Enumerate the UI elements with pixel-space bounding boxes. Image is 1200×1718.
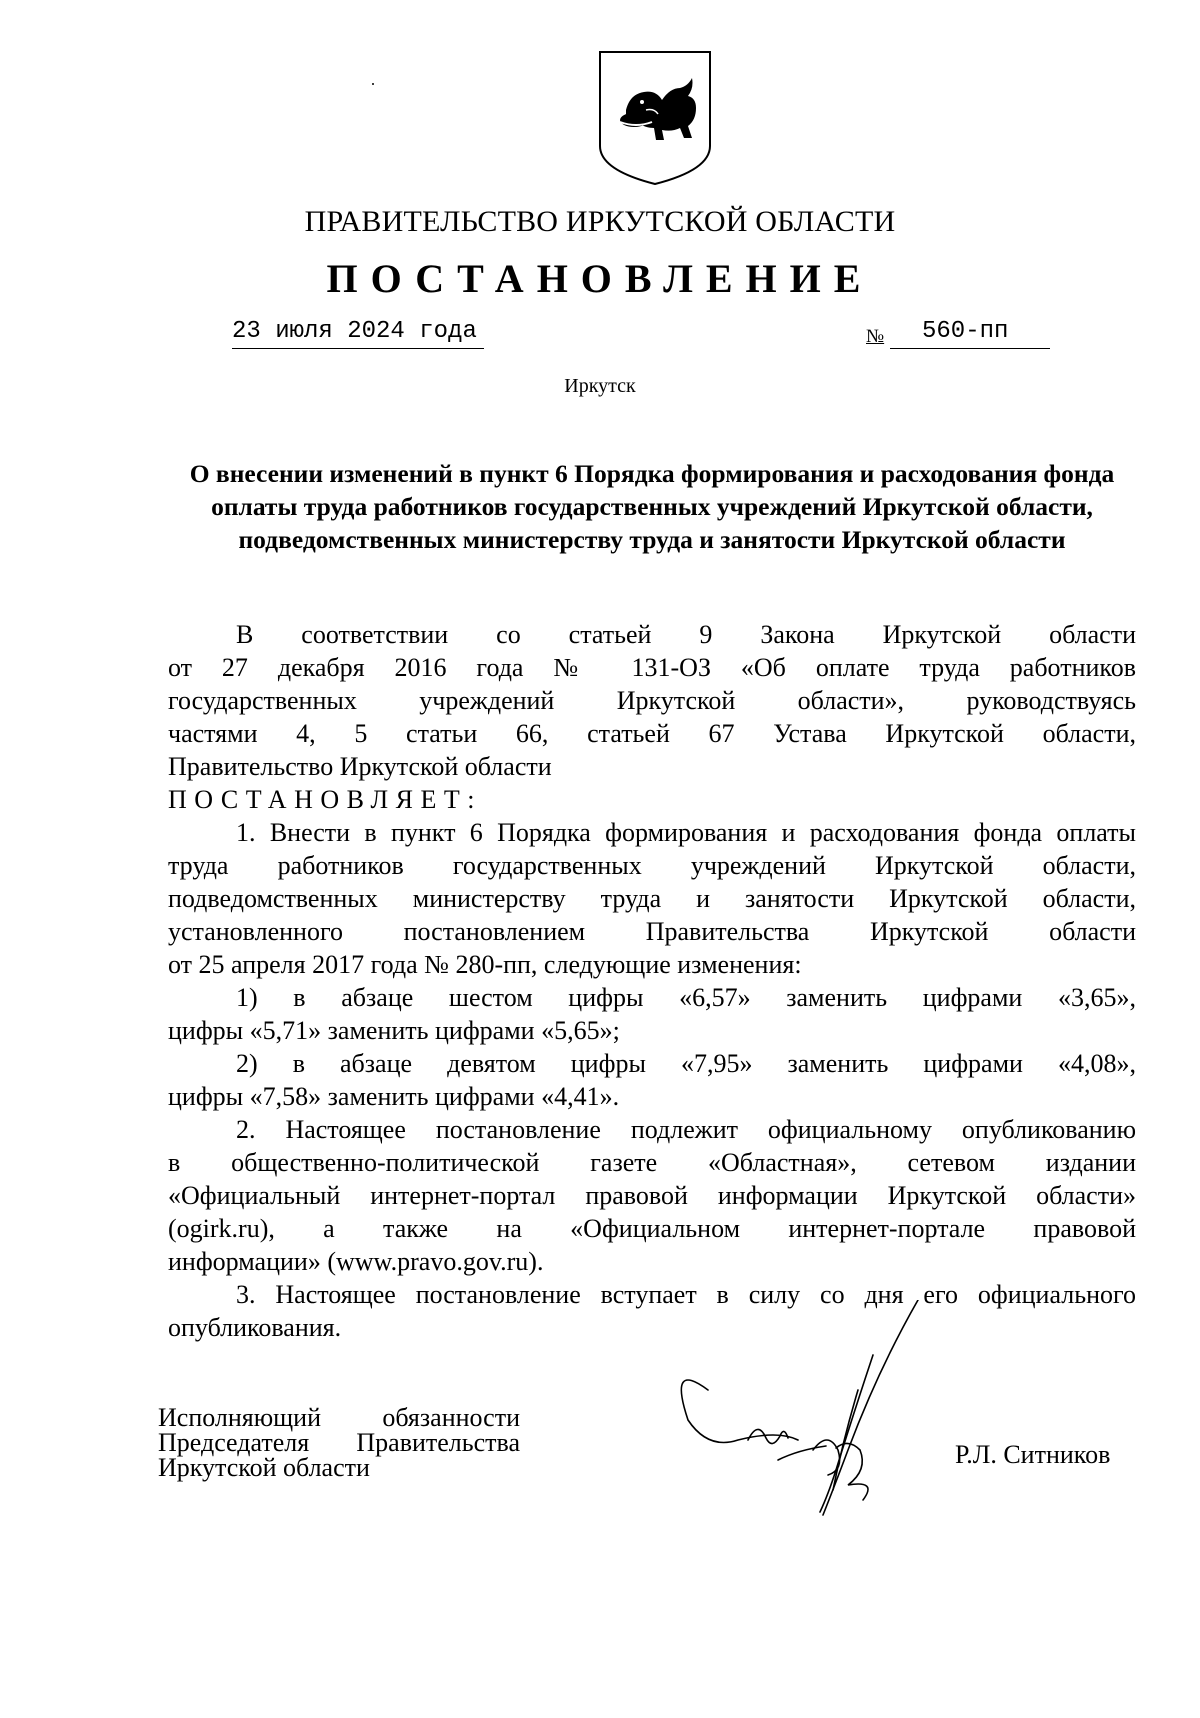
item-1-line: 1. Внести в пункт 6 Порядка формирования и расходования фонда оплаты	[236, 818, 1136, 847]
item-2-line: 2. Настоящее постановление подлежит официальному опубликованию	[236, 1115, 1136, 1144]
preamble-line: Правительство Иркутской области	[168, 752, 552, 781]
item-2-line: в общественно-политической газете «Областная», сетевом издании	[168, 1148, 1136, 1177]
item-1-line: от 25 апреля 2017 года № 280-пп, следующие изменения:	[168, 950, 802, 979]
preamble-line: от 27 декабря 2016 года № 131-ОЗ «Об оплате труда работников	[168, 653, 1136, 682]
signatory-role	[158, 1405, 520, 1480]
preamble-line: В соответствии со статьей 9 Закона Иркутской области	[236, 620, 1136, 649]
preamble-line: государственных учреждений Иркутской области», руководствуясь	[168, 686, 1136, 715]
item-3-line: опубликования.	[168, 1313, 342, 1342]
signatory-role-line: Председателя Правительства	[158, 1428, 520, 1457]
item-2-line: «Официальный интернет-портал правовой информации Иркутской области»	[168, 1181, 1136, 1210]
item-2-line: (ogirk.ru), а также на «Официальном интернет-портале правовой	[168, 1214, 1136, 1243]
document-type: ПОСТАНОВЛЕНИЕ	[326, 256, 874, 301]
document-number: 560-пп	[890, 318, 1050, 349]
scan-speck	[372, 83, 374, 85]
city: Иркутск	[564, 375, 636, 397]
item-1-line: подведомственных министерству труда и занятости Иркутской области,	[168, 884, 1136, 913]
government-name: ПРАВИТЕЛЬСТВО ИРКУТСКОЙ ОБЛАСТИ	[304, 205, 896, 238]
subitem-1-line: 1) в абзаце шестом цифры «6,57» заменить цифрами «3,65»,	[236, 983, 1136, 1012]
document-date: 23 июля 2024 года	[232, 318, 484, 349]
preamble	[168, 618, 1136, 1344]
signatory-role-line: Исполняющий обязанности	[158, 1403, 520, 1432]
signatory-name: Р.Л. Ситников	[955, 1440, 1111, 1469]
document-title: О внесении изменений в пункт 6 Порядка формирования и расходования фонда оплаты труда работников государственных учреждений Иркутской области, подведомственных министерству труда и занятости Иркутской области	[189, 459, 1115, 554]
coat-of-arms-icon	[596, 48, 714, 188]
item-1-line: труда работников государственных учреждений Иркутской области,	[168, 851, 1136, 880]
decree-word: ПОСТАНОВЛЯЕТ:	[168, 785, 482, 814]
item-1-line: установленного постановлением Правительства Иркутской области	[168, 917, 1136, 946]
item-3-line: 3. Настоящее постановление вступает в силу со дня его официального	[236, 1280, 1136, 1309]
subitem-2-line: 2) в абзаце девятом цифры «7,95» заменить цифрами «4,08»,	[236, 1049, 1136, 1078]
subitem-1-line: цифры «5,71» заменить цифрами «5,65»;	[168, 1016, 620, 1045]
handwritten-signature	[648, 1300, 938, 1520]
subitem-2-line: цифры «7,58» заменить цифрами «4,41».	[168, 1082, 620, 1111]
preamble-line: частями 4, 5 статьи 66, статьей 67 Устава Иркутской области,	[168, 719, 1136, 748]
item-2-line: информации» (www.pravo.gov.ru).	[168, 1247, 544, 1276]
number-sign: №	[866, 326, 885, 347]
signatory-role-line: Иркутской области	[158, 1453, 370, 1482]
